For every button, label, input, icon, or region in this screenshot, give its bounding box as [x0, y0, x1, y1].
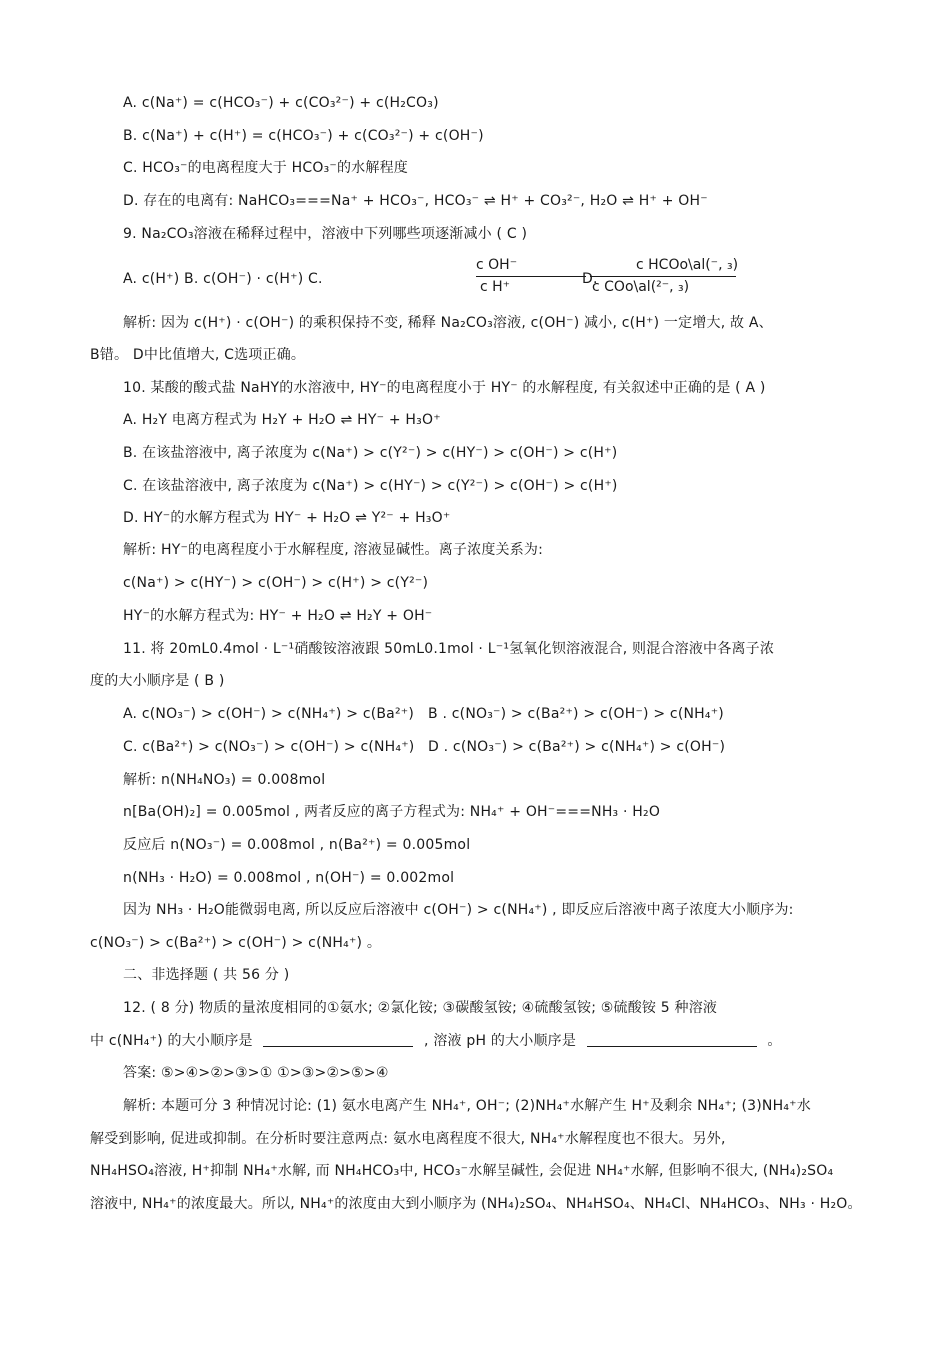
q11-option-a: A. c(NO₃⁻) > c(OH⁻) > c(NH₄⁺) > c(Ba²⁺): [123, 706, 415, 722]
fraction-bar: [476, 276, 586, 277]
q11-explanation-line-6: c(NO₃⁻) > c(Ba²⁺) > c(OH⁻) > c(NH₄⁺) 。: [90, 935, 382, 951]
q12-stem-line-1: 12. ( 8 分) 物质的量浓度相同的①氨水; ②氯化铵; ③碳酸氢铵; ④硫酸氢铵; ⑤硫酸铵 5 种溶液: [123, 1000, 718, 1016]
q10-option-a: A. H₂Y 电离方程式为 H₂Y + H₂O ⇌ HY⁻ + H₃O⁺: [123, 412, 441, 428]
q10-option-d: D. HY⁻的水解方程式为 HY⁻ + H₂O ⇌ Y²⁻ + H₃O⁺: [123, 510, 451, 526]
q8-option-a: A. c(Na⁺) = c(HCO₃⁻) + c(CO₃²⁻) + c(H₂CO₃): [123, 95, 439, 111]
q9-options-abc: A. c(H⁺) B. c(OH⁻) · c(H⁺) C.: [123, 271, 323, 287]
q11-stem-line-2: 度的大小顺序是 ( B ): [90, 673, 225, 689]
fraction-bar: [590, 276, 736, 277]
q11-option-c: C. c(Ba²⁺) > c(NO₃⁻) > c(OH⁻) > c(NH₄⁺): [123, 739, 415, 755]
q11-explanation-line-5: 因为 NH₃ · H₂O能微弱电离, 所以反应后溶液中 c(OH⁻) > c(NH₄⁺) , 即反应后溶液中离子浓度大小顺序为:: [123, 902, 794, 918]
q12-explanation-line-3: NH₄HSO₄溶液, H⁺抑制 NH₄⁺水解, 而 NH₄HCO₃中, HCO₃⁻水解呈碱性, 会促进 NH₄⁺水解, 但影响不很大, (NH₄)₂SO₄: [90, 1163, 834, 1179]
q9-stem: 9. Na₂CO₃溶液在稀释过程中，溶液中下列哪些项逐渐减小 ( C ): [123, 226, 528, 242]
q10-explanation-line-3: HY⁻的水解方程式为: HY⁻ + H₂O ⇌ H₂Y + OH⁻: [123, 608, 433, 624]
q8-option-c: C. HCO₃⁻的电离程度大于 HCO₃⁻的水解程度: [123, 160, 408, 176]
q12-explanation-line-2: 解受到影响, 促进或抑制。在分析时要注意两点: 氨水电离程度不很大, NH₄⁺水解程度也不很大。另外,: [90, 1131, 726, 1147]
q12-stem-part-a: 中 c(NH₄⁺) 的大小顺序是: [90, 1033, 253, 1049]
q10-explanation-line-1: 解析: HY⁻的电离程度小于水解程度, 溶液显碱性。离子浓度关系为:: [123, 542, 544, 558]
answer-blank-2[interactable]: [587, 1032, 757, 1047]
fraction-numerator: c HCOo\al(⁻, ₃): [636, 257, 739, 273]
q12-stem-part-b: , 溶液 pH 的大小顺序是: [424, 1033, 577, 1049]
answer-blank-1[interactable]: [263, 1032, 413, 1047]
fraction-denominator: c H⁺: [480, 279, 511, 295]
q9-explanation-line-1: 解析: 因为 c(H⁺) · c(OH⁻) 的乘积保持不变, 稀释 Na₂CO₃溶液, c(OH⁻) 减小, c(H⁺) 一定增大, 故 A、: [123, 315, 773, 331]
q11-option-b: B . c(NO₃⁻) > c(Ba²⁺) > c(OH⁻) > c(NH₄⁺): [428, 706, 724, 722]
q11-explanation-line-3: 反应后 n(NO₃⁻) = 0.008mol , n(Ba²⁺) = 0.005mol: [123, 837, 471, 853]
fraction-numerator: c OH⁻: [476, 257, 518, 273]
q12-answer: 答案: ⑤>④>②>③>① ①>③>②>⑤>④: [123, 1065, 389, 1081]
q11-explanation-line-1: 解析: n(NH₄NO₃) = 0.008mol: [123, 772, 326, 788]
q8-option-d: D. 存在的电离有: NaHCO₃===Na⁺ + HCO₃⁻, HCO₃⁻ ⇌ H⁺ + CO₃²⁻, H₂O ⇌ H⁺ + OH⁻: [123, 193, 708, 209]
q11-explanation-line-4: n(NH₃ · H₂O) = 0.008mol , n(OH⁻) = 0.002mol: [123, 870, 455, 886]
section-heading: 二、非选择题 ( 共 56 分 ): [123, 967, 290, 983]
q10-explanation-line-2: c(Na⁺) > c(HY⁻) > c(OH⁻) > c(H⁺) > c(Y²⁻): [123, 575, 429, 591]
q11-explanation-line-2: n[Ba(OH)₂] = 0.005mol , 两者反应的离子方程式为: NH₄⁺ + OH⁻===NH₃ · H₂O: [123, 804, 661, 820]
q12-stem-part-c: 。: [767, 1033, 782, 1049]
q9-explanation-line-2: B错。 D中比值增大, C选项正确。: [90, 347, 306, 363]
q9-option-d-label: D.: [582, 271, 598, 287]
q12-stem-line-2: [90, 1030, 782, 1052]
q12-explanation-line-1: 解析: 本题可分 3 种情况讨论: (1) 氨水电离产生 NH₄⁺, OH⁻; (2)NH₄⁺水解产生 H⁺及剩余 NH₄⁺; (3)NH₄⁺水: [123, 1098, 811, 1114]
q11-stem-line-1: 11. 将 20mL0.4mol · L⁻¹硝酸铵溶液跟 50mL0.1mol · L⁻¹氢氧化钡溶液混合, 则混合溶液中各离子浓: [123, 641, 775, 657]
q10-option-b: B. 在该盐溶液中, 离子浓度为 c(Na⁺) > c(Y²⁻) > c(HY⁻) > c(OH⁻) > c(H⁺): [123, 445, 618, 461]
q10-stem: 10. 某酸的酸式盐 NaHY的水溶液中, HY⁻的电离程度小于 HY⁻ 的水解程度, 有关叙述中正确的是 ( A ): [123, 380, 766, 396]
q11-option-d: D . c(NO₃⁻) > c(Ba²⁺) > c(NH₄⁺) > c(OH⁻): [428, 739, 726, 755]
q8-option-b: B. c(Na⁺) + c(H⁺) = c(HCO₃⁻) + c(CO₃²⁻) + c(OH⁻): [123, 128, 484, 144]
fraction-denominator: c COo\al(²⁻, ₃): [592, 279, 690, 295]
q12-explanation-line-4: 溶液中, NH₄⁺的浓度最大。所以, NH₄⁺的浓度由大到小顺序为 (NH₄)₂SO₄、NH₄HSO₄、NH₄Cl、NH₄HCO₃、NH₃ · H₂O。: [90, 1196, 862, 1212]
q10-option-c: C. 在该盐溶液中, 离子浓度为 c(Na⁺) > c(HY⁻) > c(Y²⁻) > c(OH⁻) > c(H⁺): [123, 478, 618, 494]
